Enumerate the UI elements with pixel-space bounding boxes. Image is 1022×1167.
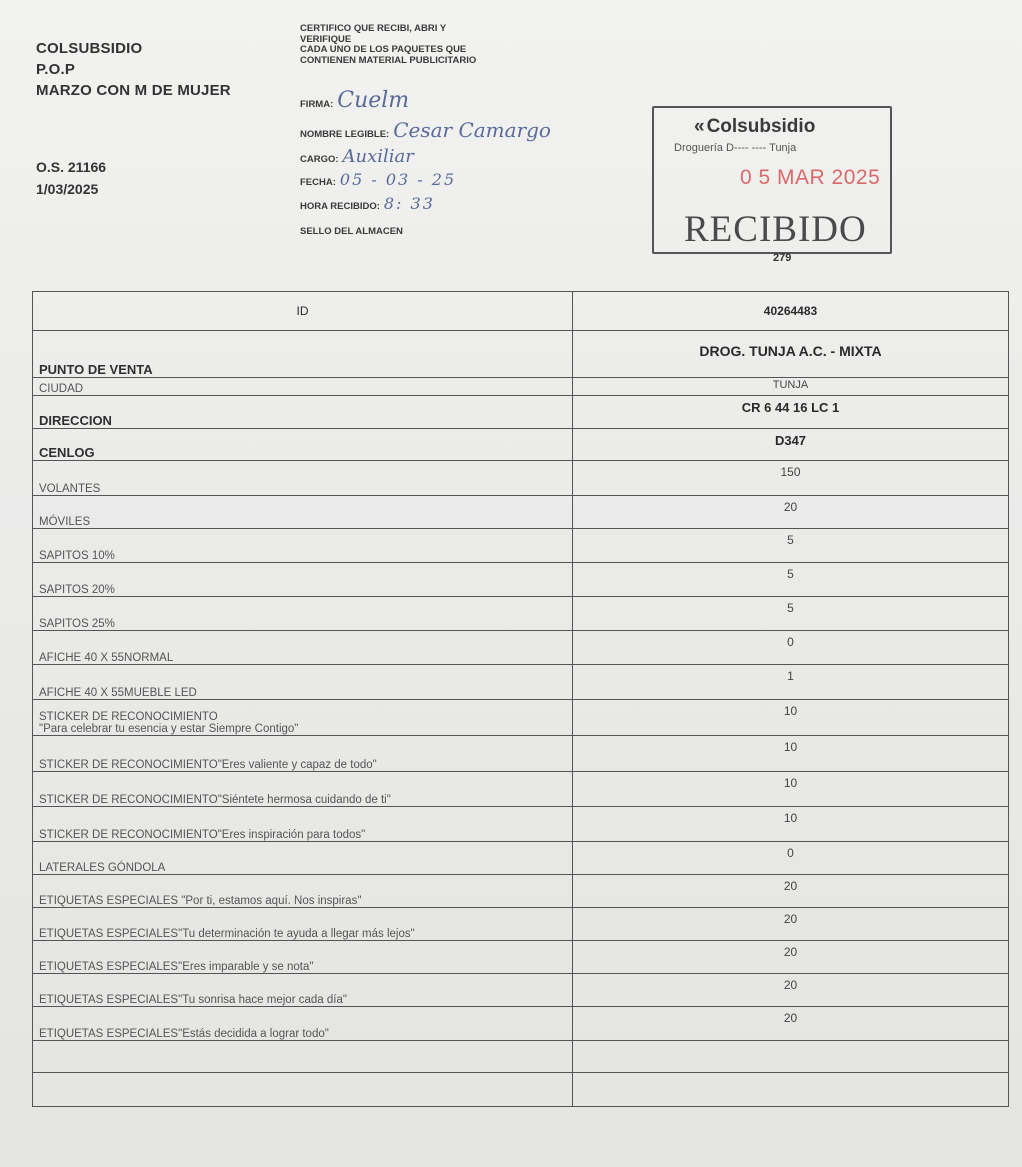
signature-label: FIRMA: <box>300 99 334 110</box>
row-label-text: STICKER DE RECONOCIMIENTO"Eres valiente y capaz de todo" <box>39 759 377 771</box>
certificate-line: CONTIENEN MATERIAL PUBLICITARIO <box>300 54 477 66</box>
row-label-text: SAPITOS 20% <box>39 584 115 596</box>
stamp-received: RECIBIDO <box>684 209 867 250</box>
row-value: 20 <box>573 1007 1009 1041</box>
row-label-text: DIRECCION <box>39 413 112 428</box>
table-row <box>33 908 1009 941</box>
row-label <box>33 563 573 597</box>
campaign-name: MARZO CON M DE MUJER <box>36 82 231 99</box>
row-label-text: LATERALES GÓNDOLA <box>39 862 166 874</box>
row-label <box>33 529 573 563</box>
row-value: 20 <box>573 496 1009 529</box>
row-value: 10 <box>573 772 1009 807</box>
row-label-text: STICKER DE RECONOCIMIENTO <box>39 711 218 723</box>
row-label-text: STICKER DE RECONOCIMIENTO"Siéntete hermosa cuidando de ti" <box>39 794 391 806</box>
row-label-text: ETIQUETAS ESPECIALES"Eres imparable y se nota" <box>39 961 314 973</box>
store-seal-label: SELLO DEL ALMACEN <box>300 226 403 237</box>
row-label-text: SAPITOS 10% <box>39 550 115 562</box>
row-label-text: CIUDAD <box>39 383 84 395</box>
row-label-text: ETIQUETAS ESPECIALES"Tu determinación te ayuda a llegar más lejos" <box>39 928 415 940</box>
row-value: 5 <box>573 529 1009 563</box>
row-label <box>33 461 573 496</box>
row-label-text: CENLOG <box>39 445 95 460</box>
name-value: Cesar Camargo <box>393 118 551 142</box>
row-label <box>33 378 573 396</box>
table-row <box>33 941 1009 974</box>
table-row <box>33 665 1009 700</box>
row-label <box>33 875 573 908</box>
row-value: 10 <box>573 700 1009 736</box>
row-label-text: SAPITOS 25% <box>39 618 115 630</box>
table-row <box>33 378 1009 396</box>
table-row <box>33 396 1009 429</box>
doc-type: P.O.P <box>36 61 76 78</box>
row-label-text: ETIQUETAS ESPECIALES "Por ti, estamos aquí. Nos inspiras" <box>39 895 362 907</box>
row-label <box>33 772 573 807</box>
row-label-text: STICKER DE RECONOCIMIENTO"Eres inspiración para todos" <box>39 829 366 841</box>
row-value: TUNJA <box>573 378 1009 396</box>
id-header-value: 40264483 <box>573 292 1009 331</box>
stamp-store: Droguería D---- ---- Tunja <box>674 142 797 154</box>
colsubsidio-logo-icon: « <box>694 116 705 137</box>
order-block <box>36 156 106 200</box>
name-label: NOMBRE LEGIBLE: <box>300 129 390 140</box>
row-label <box>33 842 573 875</box>
table-row <box>33 736 1009 772</box>
table-row <box>33 974 1009 1007</box>
received-stamp <box>652 106 892 254</box>
date-label: FECHA: <box>300 177 336 188</box>
row-value: 0 <box>573 631 1009 665</box>
row-value: CR 6 44 16 LC 1 <box>573 396 1009 429</box>
row-label <box>33 631 573 665</box>
table-row <box>33 772 1009 807</box>
row-label <box>33 941 573 974</box>
table-row <box>33 807 1009 842</box>
certificate-line: CADA UNO DE LOS PAQUETES QUE <box>300 44 467 55</box>
row-value <box>573 1073 1009 1107</box>
stamp-date: 0 5 MAR 2025 <box>740 166 881 189</box>
position-value: Auxiliar <box>342 146 414 167</box>
stamp-brand <box>694 116 815 138</box>
order-date: 1/03/2025 <box>36 181 99 197</box>
row-label <box>33 736 573 772</box>
row-label <box>33 807 573 842</box>
row-value: 150 <box>573 461 1009 496</box>
row-value: 10 <box>573 807 1009 842</box>
row-label <box>33 429 573 461</box>
row-label-text: MÓVILES <box>39 516 91 528</box>
id-header-label: ID <box>33 292 573 331</box>
row-value: D347 <box>573 429 1009 461</box>
table-row <box>33 1007 1009 1041</box>
row-label <box>33 665 573 700</box>
row-label <box>33 1007 573 1041</box>
position-label: CARGO: <box>300 154 339 165</box>
table-row <box>33 529 1009 563</box>
row-label-text: AFICHE 40 X 55NORMAL <box>39 652 174 664</box>
table-row <box>33 461 1009 496</box>
row-label-text: AFICHE 40 X 55MUEBLE LED <box>39 687 197 699</box>
row-value: 1 <box>573 665 1009 700</box>
certificate-line: VERIFIQUE <box>300 33 352 45</box>
row-label <box>33 1073 573 1107</box>
row-value <box>573 1041 1009 1073</box>
row-label-subtext: "Para celebrar tu esencia y estar Siempre Contigo" <box>39 723 299 735</box>
row-value: 20 <box>573 875 1009 908</box>
date-value: 05 - 03 - 25 <box>339 170 457 189</box>
table-row <box>33 875 1009 908</box>
row-label <box>33 496 573 529</box>
table-row <box>33 563 1009 597</box>
row-label <box>33 908 573 941</box>
table-row <box>33 597 1009 631</box>
time-value: 8: 33 <box>383 194 435 213</box>
table-row <box>33 842 1009 875</box>
row-label <box>33 597 573 631</box>
row-value: 5 <box>573 597 1009 631</box>
row-label-text: ETIQUETAS ESPECIALES"Tu sonrisa hace mejor cada día" <box>39 994 347 1006</box>
row-label <box>33 700 573 736</box>
row-label-text: ETIQUETAS ESPECIALES"Estás decidida a lograr todo" <box>39 1028 329 1040</box>
row-label <box>33 331 573 378</box>
signature-value: Cuelm <box>337 88 410 113</box>
delivery-table <box>32 291 1009 1107</box>
row-value: 20 <box>573 974 1009 1007</box>
position-field <box>300 146 414 167</box>
table-row <box>33 700 1009 736</box>
row-label <box>33 974 573 1007</box>
stamp-number: 279 <box>773 252 792 264</box>
row-label-text: PUNTO DE VENTA <box>39 362 153 377</box>
table-row <box>33 631 1009 665</box>
row-value: 20 <box>573 908 1009 941</box>
table-row <box>33 1041 1009 1073</box>
order-number: O.S. 21166 <box>36 159 107 175</box>
stamp-brand-text: Colsubsidio <box>706 116 816 137</box>
table-row <box>33 429 1009 461</box>
row-label <box>33 1041 573 1073</box>
table-row <box>33 496 1009 529</box>
signature-field <box>300 88 409 113</box>
name-field <box>300 118 551 142</box>
time-field <box>300 194 435 213</box>
row-value: 10 <box>573 736 1009 772</box>
row-label <box>33 396 573 429</box>
table-header-row <box>33 292 1009 331</box>
table-row <box>33 331 1009 378</box>
row-value: DROG. TUNJA A.C. - MIXTA <box>573 331 1009 378</box>
certificate-text <box>300 24 550 66</box>
org-name: COLSUBSIDIO <box>36 40 143 57</box>
certificate-line: CERTIFICO QUE RECIBI, ABRI Y <box>300 23 447 34</box>
time-label: HORA RECIBIDO: <box>300 201 380 212</box>
date-field <box>300 170 456 189</box>
row-value: 20 <box>573 941 1009 974</box>
row-value: 0 <box>573 842 1009 875</box>
row-value: 5 <box>573 563 1009 597</box>
table-row <box>33 1073 1009 1107</box>
header-block <box>36 38 231 101</box>
row-label-text: VOLANTES <box>39 483 101 495</box>
